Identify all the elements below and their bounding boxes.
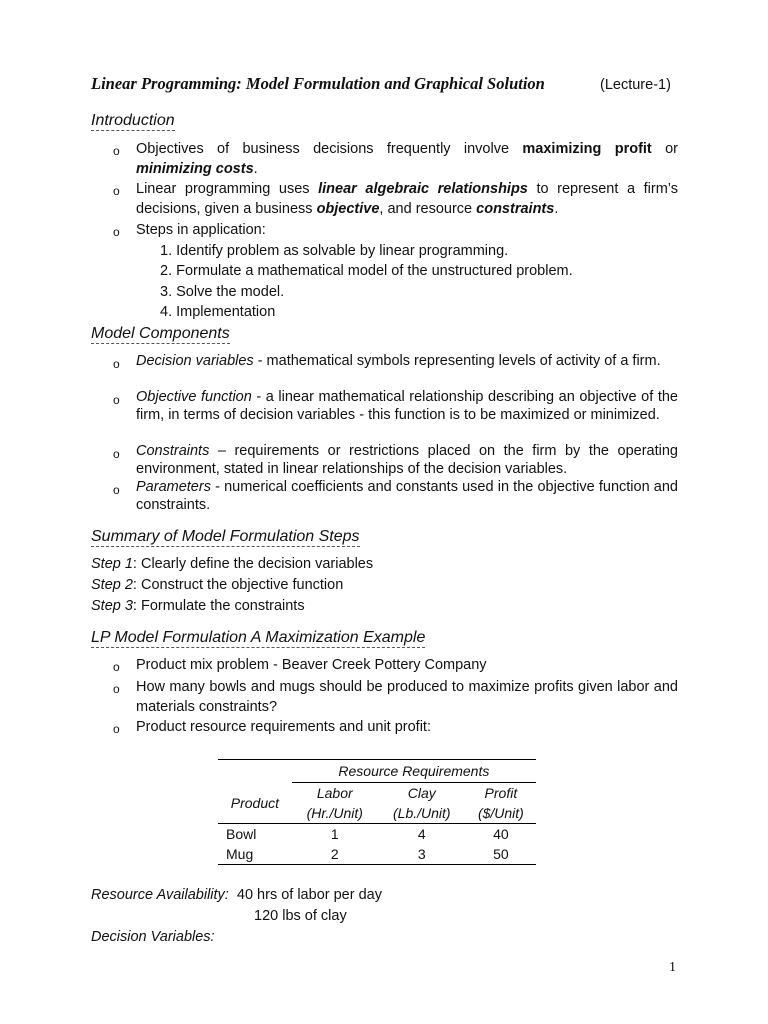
table-cell-product: Mug bbox=[226, 846, 254, 862]
resource-availability-line-1: Resource Availability: 40 hrs of labor per day bbox=[91, 887, 382, 903]
heading-introduction: Introduction bbox=[91, 112, 175, 129]
example-bullet-2: How many bowls and mugs should be produced to maximize profits given labor and materials constraints? bbox=[136, 679, 678, 715]
table-cell-profit: 40 bbox=[493, 826, 509, 842]
table-cell-clay: 3 bbox=[417, 846, 426, 862]
component-decision-variables: Decision variables - mathematical symbols representing levels of activity of a firm. bbox=[136, 353, 661, 369]
summary-step-2: Step 2: Construct the objective function bbox=[91, 577, 344, 593]
summary-step-1: Step 1: Clearly define the decision variables bbox=[91, 556, 374, 572]
bullet-icon: o bbox=[113, 144, 120, 158]
component-objective-function: Objective function - a linear mathematical relationship describing an objective of the firm, in terms of decision variables - this function is to be maximized or minimized. bbox=[136, 389, 678, 423]
table-row bbox=[218, 844, 536, 865]
resource-requirements-table bbox=[218, 759, 536, 865]
bullet-icon: o bbox=[113, 447, 120, 461]
heading-model-components: Model Components bbox=[91, 325, 230, 342]
table-cell-labor: 1 bbox=[330, 826, 339, 842]
example-bullet-1: Product mix problem - Beaver Creek Pottery Company bbox=[136, 657, 487, 673]
document-title: Linear Programming: Model Formulation and Graphical Solution bbox=[91, 74, 545, 93]
table-product-header: Product bbox=[230, 794, 279, 811]
bullet-icon: o bbox=[113, 184, 120, 198]
page-number: 1 bbox=[669, 960, 676, 975]
bullet-icon: o bbox=[113, 225, 120, 239]
bullet-icon: o bbox=[113, 722, 120, 736]
heading-maximization-example: LP Model Formulation A Maximization Example bbox=[91, 629, 426, 646]
table-cell-profit: 50 bbox=[493, 846, 509, 862]
table-cell-clay: 4 bbox=[417, 826, 426, 842]
decision-variables-label: Decision Variables: bbox=[91, 929, 215, 945]
intro-bullet-2: Linear programming uses linear algebraic relationships to represent a firm’s decisions, given a business objective, and resource constraints. bbox=[136, 181, 678, 217]
table-clay-header: Clay bbox=[407, 785, 436, 801]
bullet-icon: o bbox=[113, 357, 120, 371]
lecture-label: (Lecture-1) bbox=[600, 77, 671, 93]
bullet-icon: o bbox=[113, 682, 120, 696]
table-cell-labor: 2 bbox=[330, 846, 339, 862]
application-step-2: 2. Formulate a mathematical model of the unstructured problem. bbox=[160, 263, 573, 279]
component-parameters: Parameters - numerical coefficients and constants used in the objective function and constraints. bbox=[136, 479, 678, 513]
resource-availability-line-2: 120 lbs of clay bbox=[254, 908, 347, 924]
intro-bullet-3: Steps in application: bbox=[136, 222, 266, 238]
table-group-header: Resource Requirements bbox=[292, 760, 536, 783]
application-step-1: 1. Identify problem as solvable by linear programming. bbox=[160, 243, 509, 259]
component-constraints: Constraints – requirements or restrictions placed on the firm by the operating environment, stated in linear relationships of the decision variables. bbox=[136, 443, 678, 477]
table-profit-unit: ($/Unit) bbox=[477, 805, 524, 821]
table-labor-header: Labor bbox=[316, 785, 353, 801]
bullet-icon: o bbox=[113, 660, 120, 674]
table-row bbox=[218, 824, 536, 845]
application-step-4: 4. Implementation bbox=[160, 304, 276, 320]
table-cell-product: Bowl bbox=[226, 826, 257, 842]
bullet-icon: o bbox=[113, 393, 120, 407]
table-clay-unit: (Lb./Unit) bbox=[393, 805, 451, 821]
table-labor-unit: (Hr./Unit) bbox=[306, 805, 363, 821]
application-step-3: 3. Solve the model. bbox=[160, 284, 285, 300]
heading-summary: Summary of Model Formulation Steps bbox=[91, 528, 360, 545]
bullet-icon: o bbox=[113, 483, 120, 497]
summary-step-3: Step 3: Formulate the constraints bbox=[91, 598, 305, 614]
intro-bullet-1: Objectives of business decisions frequently involve maximizing profit or minimizing costs. bbox=[136, 141, 678, 177]
table-profit-header: Profit bbox=[484, 785, 518, 801]
example-bullet-3: Product resource requirements and unit profit: bbox=[136, 719, 431, 735]
